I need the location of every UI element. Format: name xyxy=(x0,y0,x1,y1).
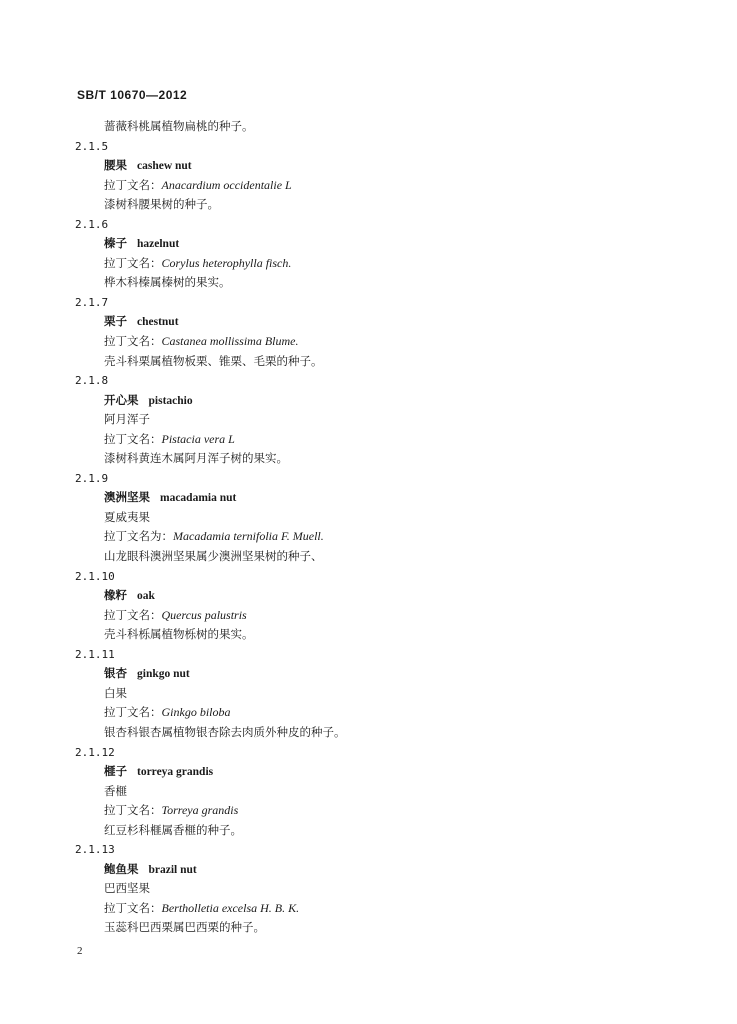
term-english: oak xyxy=(137,590,155,603)
latin-name-line xyxy=(0,527,737,547)
latin-name: Pistacia vera L xyxy=(161,431,235,446)
section-number: 2.1.11 xyxy=(75,647,115,661)
document-body xyxy=(0,117,737,938)
document-code: SB/T 10670—2012 xyxy=(77,88,188,102)
term-description: 漆树科腰果树的种子。 xyxy=(104,197,219,212)
latin-name: Corylus heterophylla fisch. xyxy=(161,255,292,270)
latin-name-label: 拉丁文名： xyxy=(104,705,162,720)
latin-name-label: 拉丁文名： xyxy=(104,334,162,349)
term-chinese: 银杏 xyxy=(104,666,127,681)
section-number: 2.1.12 xyxy=(75,745,115,759)
latin-name: Castanea mollissima Blume. xyxy=(161,334,299,349)
latin-name: Anacardium occidentalie L xyxy=(161,177,292,192)
term-english: ginkgo nut xyxy=(137,668,190,681)
term-heading xyxy=(0,312,737,332)
section-number: 2.1.8 xyxy=(75,374,109,388)
term-alias: 香榧 xyxy=(104,783,127,798)
latin-name: Macadamia ternifolia F. Muell. xyxy=(173,529,324,544)
latin-name-label: 拉丁文名： xyxy=(104,431,162,446)
section-number: 2.1.9 xyxy=(75,471,109,485)
term-chinese: 橡籽 xyxy=(104,588,127,603)
term-english: cashew nut xyxy=(137,160,192,173)
term-description: 壳斗科栗属植物板栗、锥栗、毛栗的种子。 xyxy=(104,353,323,368)
term-english: pistachio xyxy=(148,394,193,407)
term-heading xyxy=(0,860,737,880)
term-description: 玉蕊科巴西栗属巴西栗的种子。 xyxy=(104,920,265,935)
term-english: macadamia nut xyxy=(160,492,237,505)
term-heading xyxy=(0,586,737,606)
latin-name-line xyxy=(0,606,737,626)
term-description: 山龙眼科澳洲坚果属少澳洲坚果树的种子、 xyxy=(104,549,323,564)
term-alias: 巴西坚果 xyxy=(104,881,150,896)
term-chinese: 开心果 xyxy=(104,392,139,407)
term-chinese: 澳洲坚果 xyxy=(104,490,150,505)
term-chinese: 栗子 xyxy=(104,314,127,329)
term-description: 壳斗科栎属植物栎树的果实。 xyxy=(104,627,254,642)
term-heading xyxy=(0,762,737,782)
latin-name: Bertholletia excelsa H. B. K. xyxy=(161,900,300,915)
term-chinese: 腰果 xyxy=(104,158,127,173)
term-alias: 阿月浑子 xyxy=(104,412,150,427)
latin-name-line xyxy=(0,430,737,450)
latin-name-line xyxy=(0,176,737,196)
page-number: 2 xyxy=(77,945,83,957)
latin-name: Torreya grandis xyxy=(161,803,239,818)
latin-name-label: 拉丁文名： xyxy=(104,900,162,915)
term-chinese: 鲍鱼果 xyxy=(104,861,139,876)
section-number: 2.1.10 xyxy=(75,569,115,583)
latin-name-line xyxy=(0,332,737,352)
term-english: torreya grandis xyxy=(137,766,214,779)
latin-name-label: 拉丁文名为： xyxy=(104,529,173,544)
term-alias: 夏威夷果 xyxy=(104,509,150,524)
term-heading xyxy=(0,234,737,254)
latin-name: Quercus palustris xyxy=(161,607,247,622)
term-description: 银杏科银杏属植物银杏除去肉质外种皮的种子。 xyxy=(104,724,346,739)
latin-name-line xyxy=(0,254,737,274)
section-number: 2.1.7 xyxy=(75,295,109,309)
latin-name: Ginkgo biloba xyxy=(161,705,231,720)
latin-name-label: 拉丁文名： xyxy=(104,803,162,818)
section-number: 2.1.6 xyxy=(75,217,109,231)
term-description: 漆树科黄连木属阿月浑子树的果实。 xyxy=(104,451,288,466)
term-description: 桦木科榛属榛树的果实。 xyxy=(104,275,231,290)
section-number: 2.1.5 xyxy=(75,139,109,153)
term-heading xyxy=(0,391,737,411)
term-heading xyxy=(0,156,737,176)
latin-name-label: 拉丁文名： xyxy=(104,607,162,622)
latin-name-label: 拉丁文名： xyxy=(104,177,162,192)
term-heading xyxy=(0,664,737,684)
latin-name-line xyxy=(0,899,737,919)
latin-name-line xyxy=(0,703,737,723)
latin-name-line xyxy=(0,801,737,821)
intro-description: 蔷薇科桃属植物扁桃的种子。 xyxy=(104,119,254,133)
term-chinese: 榛子 xyxy=(104,236,127,251)
section-number: 2.1.13 xyxy=(75,843,115,857)
term-alias: 白果 xyxy=(104,685,127,700)
term-english: hazelnut xyxy=(137,238,180,251)
term-chinese: 榧子 xyxy=(104,764,127,779)
term-english: brazil nut xyxy=(148,863,197,876)
latin-name-label: 拉丁文名： xyxy=(104,255,162,270)
term-description: 红豆杉科榧属香榧的种子。 xyxy=(104,822,242,837)
term-heading xyxy=(0,488,737,508)
term-english: chestnut xyxy=(137,316,179,329)
